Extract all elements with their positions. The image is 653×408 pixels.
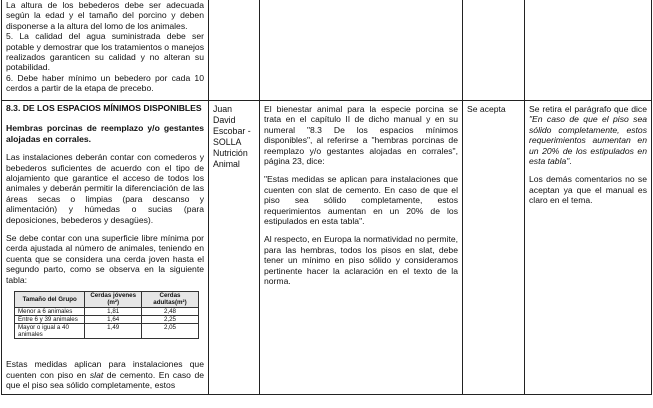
comment-cell bbox=[260, 0, 463, 101]
proposal-paragraph: Las instalaciones deberán contar con comederos y bebederos suficientes de acuerdo con el tipo de alojamiento que garantice el acceso de todos los animales y deberán permitir la diferenciación de las áreas secas o limpias (para descanso y alimentación) y húmedas o sucias (para deposiciones, bebederos y desagües). bbox=[6, 152, 204, 225]
comment-paragraph: Al respecto, en Europa la normatividad no permite, para las hembras, todos los pisos en slat, debe tener un mínimo en piso sólido y consideramos pertinente hacer la aclaración en el texto de la norma. bbox=[264, 234, 458, 287]
table-header-row bbox=[15, 292, 199, 307]
space-requirements-table bbox=[14, 291, 199, 339]
table-cell: 1,64 bbox=[85, 315, 142, 323]
table-cell: 2,05 bbox=[141, 323, 198, 338]
text-run-italic: slat bbox=[89, 369, 104, 380]
proposal-paragraph bbox=[6, 359, 204, 390]
table-row bbox=[2, 101, 652, 395]
text-run: Se retira el parágrafo que dice bbox=[529, 104, 647, 114]
response-paragraph bbox=[529, 104, 647, 166]
author-cell bbox=[209, 0, 260, 101]
proposal-paragraph: Se debe contar con una superficie libre mínima por cerda ajustada al número de animales, teniendo en cuenta que se considera una cerda joven hasta el segundo parto, como se observa en la siguiente tabla: bbox=[6, 233, 204, 285]
status-cell bbox=[463, 101, 525, 395]
comment-paragraph: El bienestar animal para la especie porcina se trata en el capítulo II de dicho manual y en su numeral "8.3 De los espacios mínimos disponibles", al referirse a "hembras porcinas de reemplazo y/o gestantes alojadas en corrales", página 23, dice: bbox=[264, 104, 458, 167]
section-heading: 8.3. DE LOS ESPACIOS MÍNIMOS DISPONIBLES bbox=[6, 103, 202, 113]
response-cell bbox=[525, 101, 652, 395]
table-cell: 1,49 bbox=[85, 323, 142, 338]
proposal-paragraph: 6. Debe haber mínimo un bebedero por cada 10 cerdos a partir de la etapa de precebo. bbox=[6, 72, 204, 94]
table-cell: Menor a 6 animales bbox=[15, 307, 85, 315]
table-cell: 1,81 bbox=[85, 307, 142, 315]
proposal-cell bbox=[2, 0, 209, 101]
response-cell bbox=[525, 0, 652, 101]
table-cell: 2,48 bbox=[141, 307, 198, 315]
table-cell: Mayor o igual a 40 animales bbox=[15, 323, 85, 338]
text-run: de cemento. En caso de que el piso sea sólido completamente, estos bbox=[6, 369, 205, 391]
table-row bbox=[15, 315, 199, 323]
proposal-cell bbox=[2, 101, 209, 395]
section-subheading: Hembras porcinas de reemplazo y/o gestantes alojadas en corrales. bbox=[6, 123, 204, 144]
column-header: Cerdas jóvenes (m²) bbox=[85, 292, 142, 307]
author-cell bbox=[209, 101, 260, 395]
table-row bbox=[15, 307, 199, 315]
author-name: Juan David Escobar - SOLLA Nutrición Animal bbox=[213, 104, 251, 169]
column-header: Tamaño del Grupo bbox=[15, 292, 85, 307]
table-row bbox=[2, 0, 652, 101]
table-cell: 2,25 bbox=[141, 315, 198, 323]
comment-paragraph: "Estas medidas se aplican para instalaciones que cuenten con slat de cemento. En caso de que el piso sea sólido completamente, estos requerimientos aumentan en un 20% de los estipulados en esta tabla". bbox=[264, 174, 458, 227]
response-paragraph: Los demás comentarios no se aceptan ya que el manual es claro en el tema. bbox=[529, 174, 647, 206]
status-cell bbox=[463, 0, 525, 101]
status-text: Se acepta bbox=[467, 104, 506, 114]
table-cell: Entre 6 y 39 animales bbox=[15, 315, 85, 323]
comments-table bbox=[1, 0, 652, 395]
proposal-paragraph: 5. La calidad del agua suministrada debe ser potable y demostrar que los tratamientos o manejos realizados garanticen su calidad y no alteran su potabilidad. bbox=[6, 31, 204, 73]
column-header: Cerdas adultas(m²) bbox=[141, 292, 198, 307]
text-run: Estas medidas aplican para instalaciones que cuenten con piso en bbox=[6, 359, 204, 380]
text-run: . bbox=[569, 156, 572, 167]
table-row bbox=[15, 323, 199, 338]
proposal-paragraph: La altura de los bebederos debe ser adecuada según la edad y el tamaño del porcino y deben disponerse a la altura del lomo de los animales. bbox=[6, 0, 204, 31]
comment-cell bbox=[260, 101, 463, 395]
quoted-text: "En caso de que el piso sea sólido completamente, estos requerimientos aumentan en un 20% de los estipulados en esta tabla" bbox=[529, 114, 647, 167]
